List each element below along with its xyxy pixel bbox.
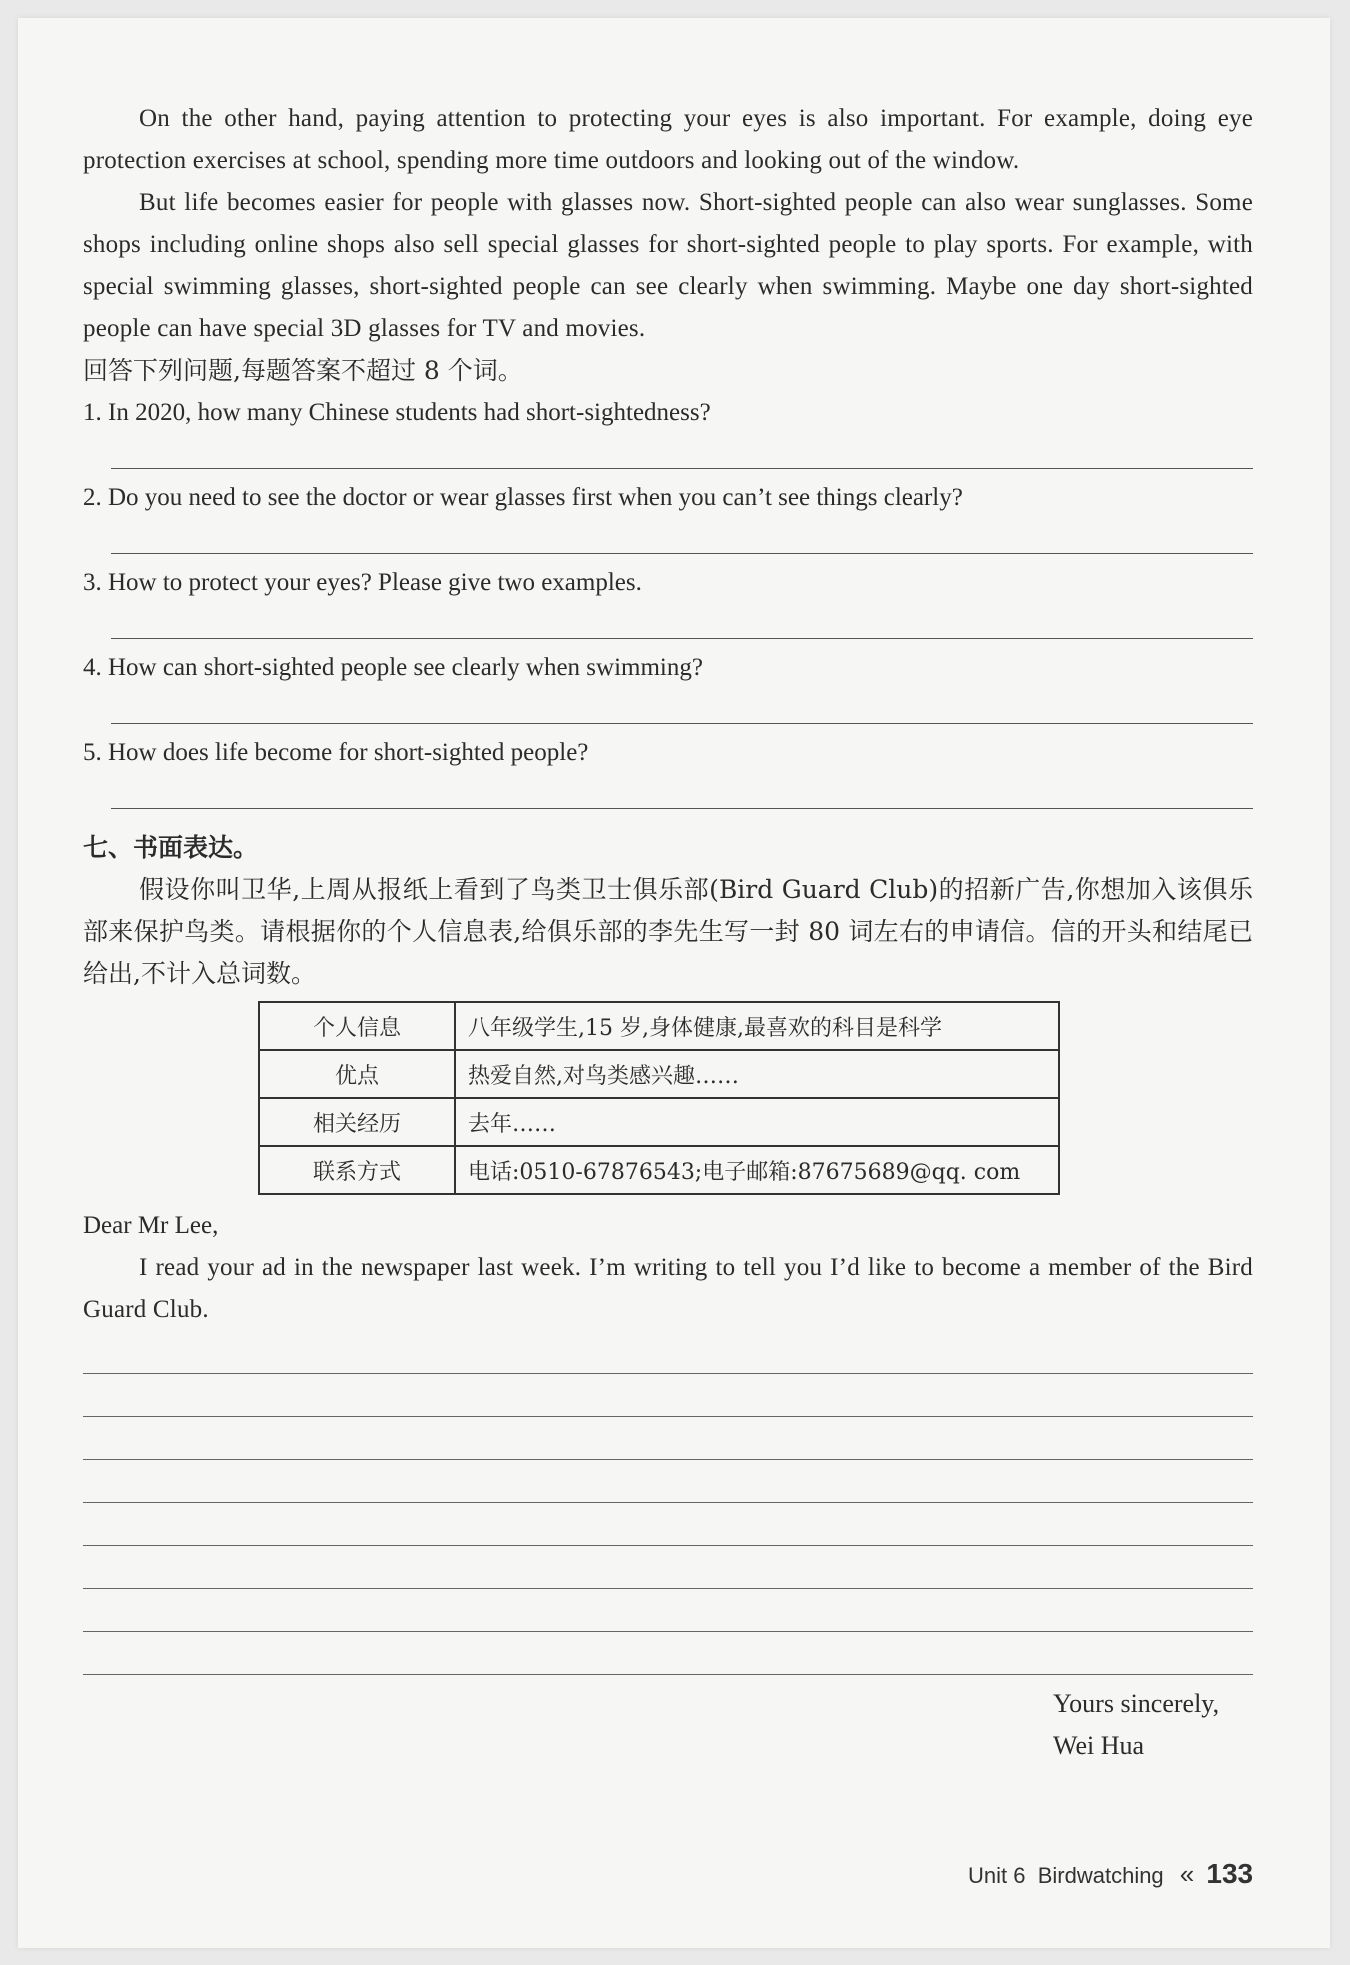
paragraph-life-with-glasses: But life becomes easier for people with glasses now. Short-sighted people can also wear sunglasses. Some shops including online shops also sell special glasses for short-sighted people to play sports. For example, with special swimming glasses, short-sighted people can see clearly when swimming. Maybe one day short-sighted people can have special 3D glasses for TV and movies. — [83, 189, 1253, 342]
question-list — [83, 392, 1253, 817]
question-2: 2. Do you need to see the doctor or wear glasses first when you can’t see things clearly? — [83, 484, 963, 511]
question-instruction: 回答下列问题,每题答案不超过 8 个词。 — [83, 356, 523, 385]
writing-area[interactable] — [83, 1331, 1253, 1675]
table-key: 优点 — [259, 1050, 455, 1098]
question-3: 3. How to protect your eyes? Please give two examples. — [83, 569, 642, 596]
answer-line-5[interactable] — [111, 766, 1253, 809]
answer-line-3[interactable] — [111, 596, 1253, 639]
writing-line[interactable] — [83, 1374, 1253, 1417]
table-row — [259, 1050, 1059, 1098]
page-content — [83, 98, 1253, 1767]
answer-line-1[interactable] — [111, 426, 1253, 469]
page-number: 133 — [1206, 1858, 1254, 1889]
letter-greeting: Dear Mr Lee, — [83, 1212, 219, 1239]
table-value: 电话:0510-67876543;电子邮箱:87675689@qq. com — [455, 1146, 1059, 1194]
letter-signature: Wei Hua — [1053, 1731, 1145, 1760]
table-value: 热爱自然,对鸟类感兴趣…… — [455, 1050, 1059, 1098]
table-key: 联系方式 — [259, 1146, 455, 1194]
question-1: 1. In 2020, how many Chinese students had short-sightedness? — [83, 399, 711, 426]
table-row — [259, 1146, 1059, 1194]
answer-line-2[interactable] — [111, 511, 1253, 554]
table-key: 相关经历 — [259, 1098, 455, 1146]
table-value: 八年级学生,15 岁,身体健康,最喜欢的科目是科学 — [455, 1002, 1059, 1050]
table-row — [259, 1002, 1059, 1050]
table-key: 个人信息 — [259, 1002, 455, 1050]
writing-line[interactable] — [83, 1503, 1253, 1546]
paragraph-eye-protection: On the other hand, paying attention to protecting your eyes is also important. For example, doing eye protection exercises at school, spending more time outdoors and looking out of the window. — [83, 105, 1253, 174]
footer-unit: Unit 6 — [968, 1863, 1026, 1888]
table-value: 去年…… — [455, 1098, 1059, 1146]
answer-line-4[interactable] — [111, 681, 1253, 724]
letter-opening: I read your ad in the newspaper last week. I’m writing to tell you I’d like to become a member of the Bird Guard Club. — [83, 1254, 1253, 1323]
page-footer — [968, 1858, 1253, 1890]
table-row — [259, 1098, 1059, 1146]
letter-closing: Yours sincerely, — [1053, 1689, 1220, 1718]
writing-line[interactable] — [83, 1589, 1253, 1632]
writing-line[interactable] — [83, 1546, 1253, 1589]
workbook-page — [18, 18, 1330, 1948]
writing-line[interactable] — [83, 1417, 1253, 1460]
question-5: 5. How does life become for short-sighted people? — [83, 739, 589, 766]
writing-line[interactable] — [83, 1460, 1253, 1503]
letter-closing-block — [83, 1683, 1253, 1767]
writing-task: 假设你叫卫华,上周从报纸上看到了鸟类卫士俱乐部(Bird Guard Club)的招新广告,你想加入该俱乐部来保护鸟类。请根据你的个人信息表,给俱乐部的李先生写一封 80 词左右的申请信。信的开头和结尾已给出,不计入总词数。 — [83, 875, 1253, 988]
section-title-writing: 七、书面表达。 — [83, 833, 259, 862]
double-chevron-left-icon: « — [1179, 1859, 1195, 1889]
personal-info-table — [258, 1001, 1060, 1195]
writing-line[interactable] — [83, 1331, 1253, 1374]
question-4: 4. How can short-sighted people see clearly when swimming? — [83, 654, 703, 681]
writing-line[interactable] — [83, 1632, 1253, 1675]
footer-title: Birdwatching — [1037, 1863, 1164, 1888]
